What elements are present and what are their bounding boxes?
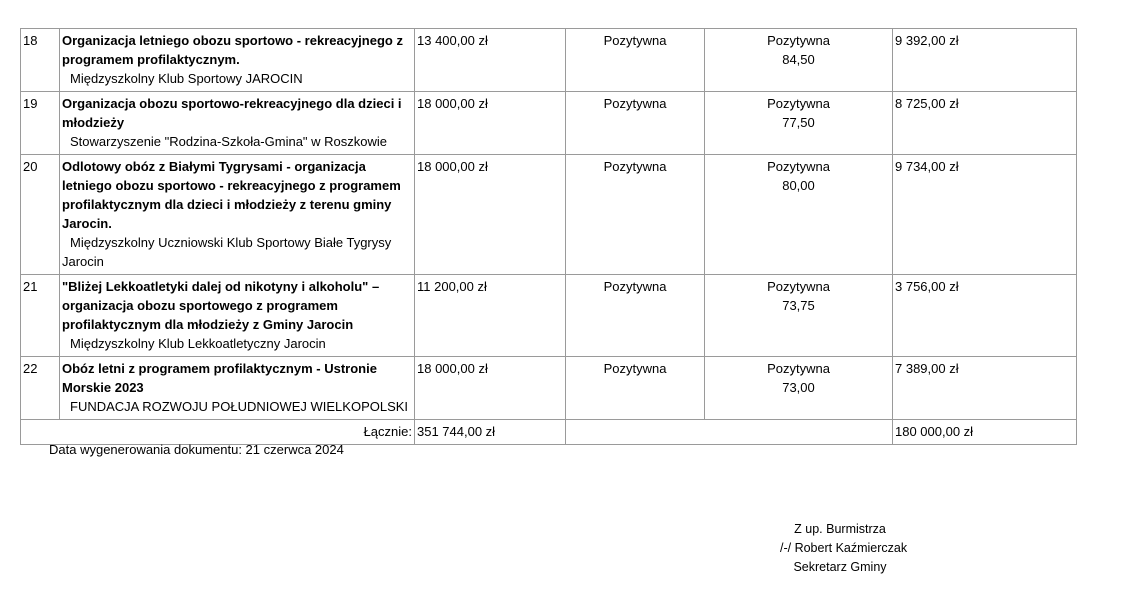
merit-result: Pozytywna <box>767 33 830 48</box>
merit-assessment <box>705 29 893 92</box>
granted-amount: 7 389,00 zł <box>893 357 1077 420</box>
granted-amount: 3 756,00 zł <box>893 275 1077 357</box>
requested-amount: 18 000,00 zł <box>415 357 566 420</box>
organization-name: Międzyszkolny Klub Lekkoatletyczny Jarocin <box>70 336 326 351</box>
merit-result: Pozytywna <box>767 361 830 376</box>
signature-line-name: /-/ Robert Kaźmierczak <box>780 541 908 555</box>
task-cell <box>60 92 415 155</box>
signature-block <box>780 520 908 577</box>
task-title: Organizacja letniego obozu sportowo - rekreacyjnego z programem profilaktycznym. <box>62 33 403 67</box>
table-row <box>21 357 1077 420</box>
generation-date: Data wygenerowania dokumentu: 21 czerwca 2024 <box>49 442 344 457</box>
task-cell <box>60 155 415 275</box>
task-cell <box>60 29 415 92</box>
formal-assessment: Pozytywna <box>566 29 705 92</box>
total-granted-amount: 180 000,00 zł <box>893 420 1077 445</box>
task-cell <box>60 275 415 357</box>
merit-assessment <box>705 92 893 155</box>
merit-score: 84,50 <box>782 52 815 67</box>
formal-assessment: Pozytywna <box>566 155 705 275</box>
row-number: 19 <box>21 92 60 155</box>
merit-result: Pozytywna <box>767 159 830 174</box>
merit-assessment <box>705 155 893 275</box>
row-number: 22 <box>21 357 60 420</box>
merit-score: 77,50 <box>782 115 815 130</box>
task-title: "Bliżej Lekkoatletyki dalej od nikotyny i alkoholu" – organizacja obozu sportowego z programem profilaktycznym dla młodzieży z Gminy Jarocin <box>62 279 380 332</box>
merit-score: 73,00 <box>782 380 815 395</box>
table-row <box>21 92 1077 155</box>
task-title: Organizacja obozu sportowo-rekreacyjnego dla dzieci i młodzieży <box>62 96 402 130</box>
row-number: 21 <box>21 275 60 357</box>
organization-name: Międzyszkolny Uczniowski Klub Sportowy Białe Tygrysy Jarocin <box>62 235 392 269</box>
row-number: 18 <box>21 29 60 92</box>
formal-assessment: Pozytywna <box>566 357 705 420</box>
row-number: 20 <box>21 155 60 275</box>
merit-result: Pozytywna <box>767 96 830 111</box>
merit-result: Pozytywna <box>767 279 830 294</box>
merit-assessment <box>705 275 893 357</box>
signature-line-position: Sekretarz Gminy <box>793 560 887 574</box>
organization-name: Międzyszkolny Klub Sportowy JAROCIN <box>70 71 303 86</box>
merit-score: 80,00 <box>782 178 815 193</box>
requested-amount: 18 000,00 zł <box>415 92 566 155</box>
total-requested-amount: 351 744,00 zł <box>415 420 566 445</box>
formal-assessment: Pozytywna <box>566 275 705 357</box>
granted-amount: 9 734,00 zł <box>893 155 1077 275</box>
table-row <box>21 29 1077 92</box>
organization-name: Stowarzyszenie "Rodzina-Szkoła-Gmina" w Roszkowie <box>70 134 388 149</box>
requested-amount: 13 400,00 zł <box>415 29 566 92</box>
formal-assessment: Pozytywna <box>566 92 705 155</box>
totals-empty-cell <box>566 420 893 445</box>
organization-name: FUNDACJA ROZWOJU POŁUDNIOWEJ WIELKOPOLSKI <box>70 399 409 414</box>
task-title: Obóz letni z programem profilaktycznym - Ustronie Morskie 2023 <box>62 361 377 395</box>
granted-amount: 8 725,00 zł <box>893 92 1077 155</box>
task-cell <box>60 357 415 420</box>
grants-table <box>20 28 1077 445</box>
merit-assessment <box>705 357 893 420</box>
table-row <box>21 275 1077 357</box>
task-title: Odlotowy obóz z Białymi Tygrysami - organizacja letniego obozu sportowo - rekreacyjnego z programem profilaktycznym dla dzieci i młodzieży z terenu gminy Jarocin. <box>62 159 401 231</box>
granted-amount: 9 392,00 zł <box>893 29 1077 92</box>
totals-label: Łącznie: <box>21 420 415 445</box>
requested-amount: 11 200,00 zł <box>415 275 566 357</box>
table-row <box>21 155 1077 275</box>
signature-line-authority: Z up. Burmistrza <box>794 522 886 536</box>
merit-score: 73,75 <box>782 298 815 313</box>
requested-amount: 18 000,00 zł <box>415 155 566 275</box>
